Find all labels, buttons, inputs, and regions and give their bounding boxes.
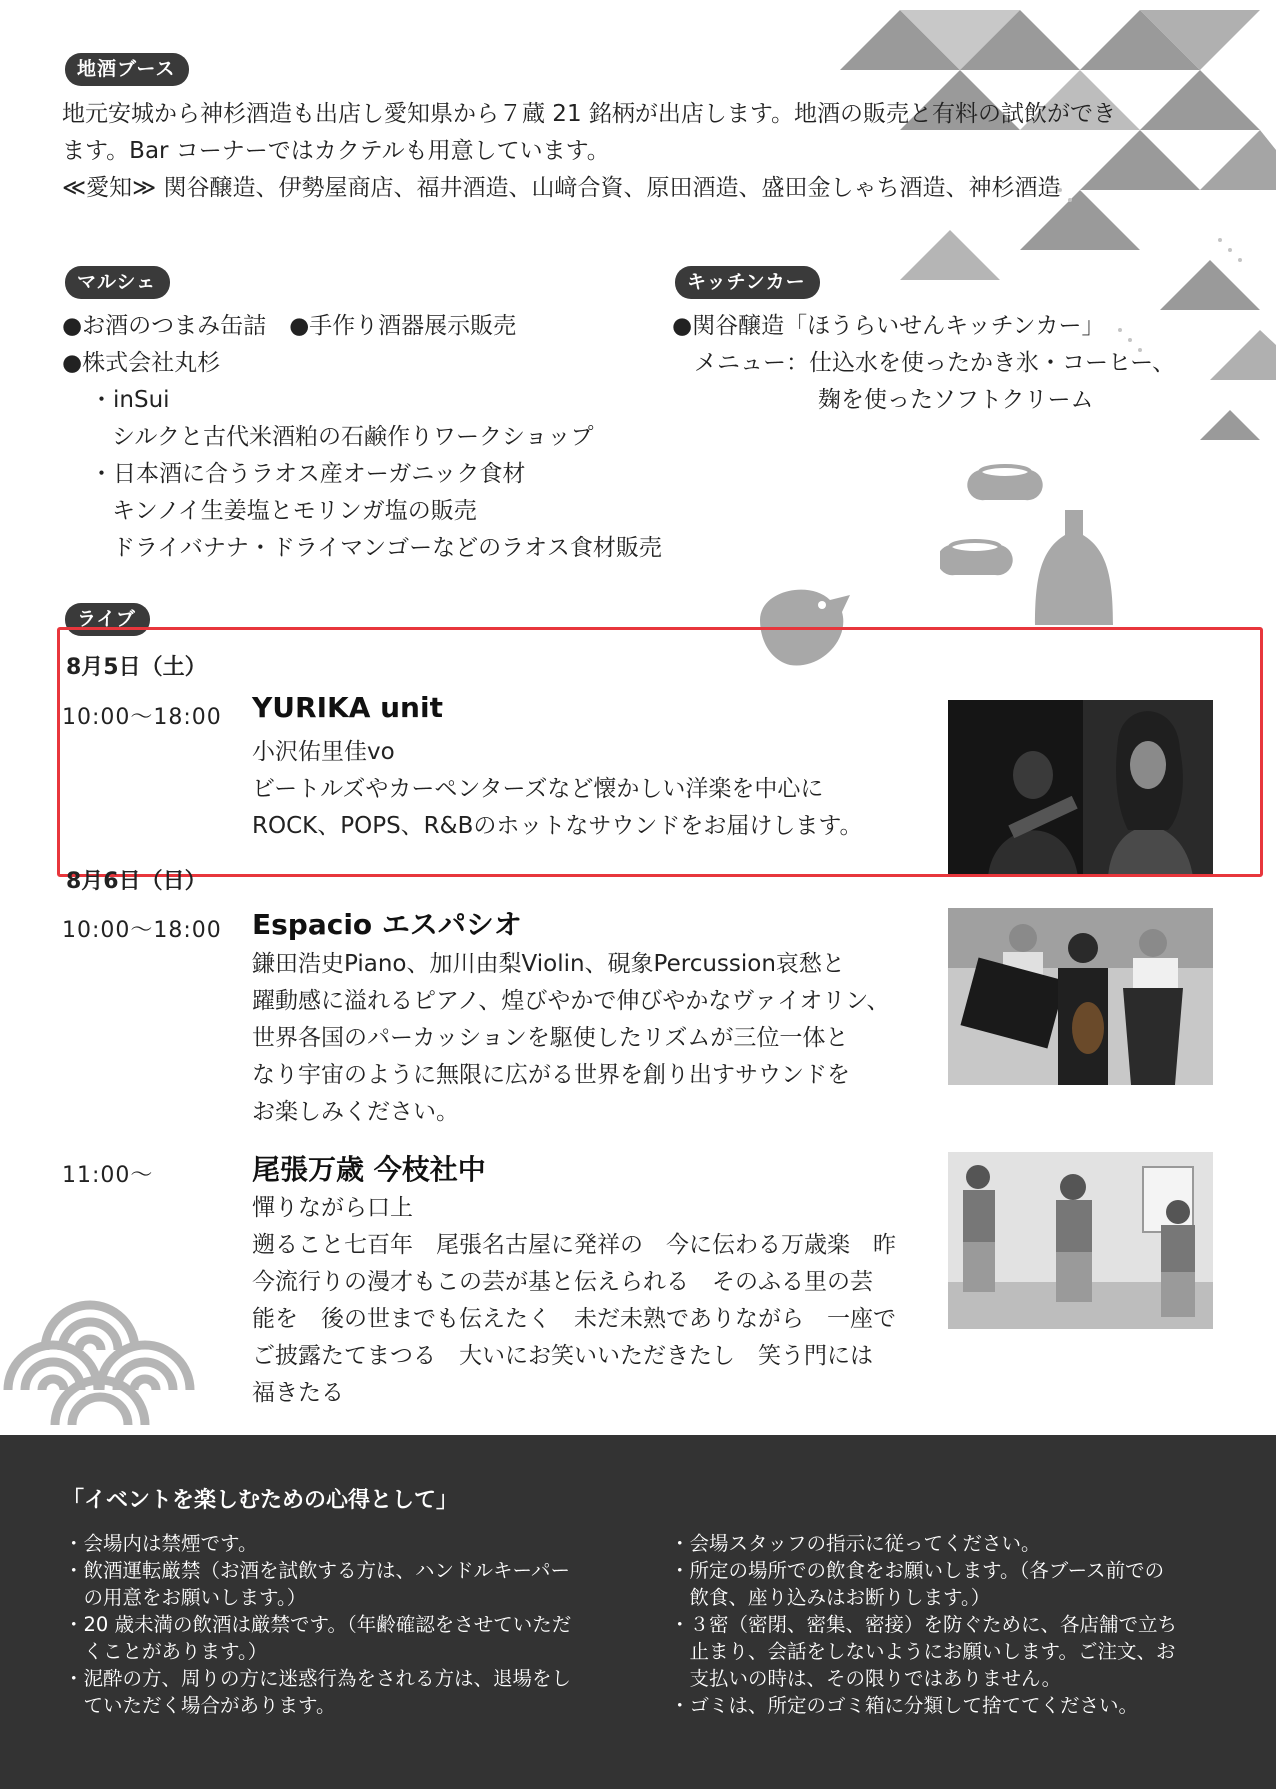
- footer-title: 「イベントを楽しむための心得として」: [62, 1488, 459, 1513]
- rule-line: ・泥酔の方、周りの方に迷惑行為をされる方は、退場をし: [64, 1667, 572, 1690]
- rule-line: ・所定の場所での飲食をお願いします。（各ブース前での: [670, 1559, 1165, 1582]
- section-tag-marche: マルシェ: [65, 266, 170, 299]
- section-tag-kitchen-car: キッチンカー: [675, 266, 820, 299]
- description-line: 憚りながら口上: [252, 1195, 413, 1221]
- marche-line: シルクと古代米酒粕の石鹸作りワークショップ: [112, 424, 594, 450]
- sake-set-decoration: [940, 455, 1140, 635]
- rule-line: 止まり、会話をしないようにお願いします。ご注文、お: [670, 1640, 1176, 1663]
- section-tag-jizake: 地酒ブース: [65, 53, 189, 86]
- rule-line: ・20 歳未満の飲酒は厳禁です。（年齢確認をさせていただ: [64, 1613, 572, 1636]
- rule-line: ・飲酒運転厳禁（お酒を試飲する方は、ハンドルキーパー: [64, 1559, 571, 1582]
- performance-description: [252, 946, 890, 1131]
- jizake-line: ます。Bar コーナーではカクテルも用意しています。: [62, 138, 610, 164]
- performance-time: 10:00〜18:00: [62, 918, 222, 943]
- performer-name: Espacio エスパシオ: [252, 908, 522, 941]
- rule-line: ていただく場合があります。: [64, 1694, 336, 1717]
- description-line: お楽しみください。: [252, 1099, 459, 1125]
- performer-photo: [948, 908, 1213, 1085]
- description-line: 躍動感に溢れるピアノ、煌びやかで伸びやかなヴァイオリン、: [252, 988, 890, 1014]
- rules-right-column: [670, 1530, 1177, 1719]
- rule-line: ・３密（密閉、密集、密接）を防ぐために、各店舗で立ち: [670, 1613, 1178, 1636]
- selection-highlight-box: [57, 627, 1263, 877]
- description-line: 鎌田浩史Piano、加川由梨Violin、硯象Percussion哀愁と: [252, 951, 845, 977]
- rule-line: くことがあります。）: [64, 1640, 268, 1663]
- marche-line: ドライバナナ・ドライマンゴーなどのラオス食材販売: [112, 535, 662, 561]
- performance-time: 10:00〜18:00: [62, 705, 222, 730]
- rule-line: の用意をお願いします。）: [64, 1586, 307, 1609]
- rule-line: 支払いの時は、その限りではありません。: [670, 1667, 1062, 1690]
- live-date-day2: 8月6日（日）: [66, 869, 207, 894]
- marche-line: ●株式会社丸杉: [62, 350, 221, 376]
- description-line: ビートルズやカーペンターズなど懐かしい洋楽を中心に: [252, 776, 824, 802]
- kitchen-line: ●関谷醸造「ほうらいせんキッチンカー」: [672, 313, 1105, 339]
- marche-line: ●お酒のつまみ缶詰 ●手作り酒器展示販売: [62, 313, 517, 339]
- description-line: 福きたる: [252, 1380, 344, 1406]
- rules-left-column: [64, 1530, 571, 1719]
- wave-decoration: [0, 1290, 210, 1425]
- performance-time: 11:00〜: [62, 1163, 154, 1188]
- description-line: 能を 後の世までも伝えたく 未だ未熟でありながら 一座で: [252, 1306, 896, 1332]
- performer-name: YURIKA unit: [252, 691, 443, 724]
- jizake-line: ≪愛知≫ 関谷醸造、伊勢屋商店、福井酒造、山﨑合資、原田酒造、盛田金しゃち酒造、神杉酒造: [62, 175, 1061, 201]
- description-line: なり宇宙のように無限に広がる世界を創り出すサウンドを: [252, 1062, 850, 1088]
- rule-line: ・会場内は禁煙です。: [64, 1532, 258, 1555]
- performance-description: [252, 1190, 896, 1412]
- jizake-line: 地元安城から神杉酒造も出店し愛知県から７蔵 21 銘柄が出店します。地酒の販売と有料の試飲ができ: [62, 101, 1117, 127]
- section-tag-live: ライブ: [65, 603, 150, 636]
- description-line: ROCK、POPS、R&Bのホットなサウンドをお届けします。: [252, 813, 863, 839]
- live-date-day1: 8月5日（土）: [66, 655, 207, 680]
- footer-guidelines: [0, 1435, 1276, 1789]
- performer-name: 尾張万歳 今枝社中: [252, 1153, 486, 1186]
- rule-line: 飲食、座り込みはお断りします。）: [670, 1586, 991, 1609]
- rule-line: ・ゴミは、所定のゴミ箱に分類して捨ててください。: [670, 1694, 1139, 1717]
- marche-line: ・日本酒に合うラオス産オーガニック食材: [90, 461, 526, 487]
- description-line: 小沢佑里佳vo: [252, 739, 395, 765]
- description-line: 今流行りの漫才もこの芸が基と伝えられる そのふる里の芸: [252, 1269, 873, 1295]
- marche-line: キンノイ生姜塩とモリンガ塩の販売: [112, 498, 477, 524]
- rule-line: ・会場スタッフの指示に従ってください。: [670, 1532, 1041, 1555]
- description-line: 世界各国のパーカッションを駆使したリズムが三位一体と: [252, 1025, 849, 1051]
- kitchen-line: 麹を使ったソフトクリーム: [818, 387, 1094, 413]
- kitchen-line: メニュー：仕込水を使ったかき氷・コーヒー、: [694, 350, 1176, 376]
- description-line: 遡ること七百年 尾張名古屋に発祥の 今に伝わる万歳楽 昨: [252, 1232, 896, 1258]
- performer-photo: [948, 1152, 1213, 1329]
- description-line: ご披露たてまつる 大いにお笑いいただきたし 笑う門には: [252, 1343, 873, 1369]
- marche-line: ・inSui: [90, 387, 170, 413]
